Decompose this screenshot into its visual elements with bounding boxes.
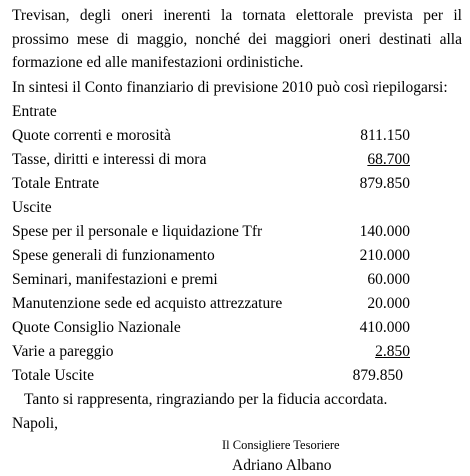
uscite-row-amount: 60.000 xyxy=(367,271,410,288)
uscite-total-amount: 879.850 xyxy=(352,367,403,384)
uscite-row-label: Spese per il personale e liquidazione Tfr xyxy=(12,223,263,240)
entrate-row-amount: 68.700 xyxy=(367,151,410,168)
signature-role: Il Consigliere Tesoriere xyxy=(222,438,340,452)
uscite-row-label: Spese generali di funzionamento xyxy=(12,247,215,264)
entrate-row-label: Quote correnti e morosità xyxy=(12,127,171,144)
intro-paragraph: Trevisan, degli oneri inerenti la tornata elettorale prevista per il prossimo mese di maggio, nonché dei maggiori oneri destinati alla formazione ed alle manifestazioni ordinistiche. xyxy=(12,7,462,71)
entrate-total-amount: 879.850 xyxy=(359,175,410,192)
uscite-heading: Uscite xyxy=(12,199,52,216)
uscite-total-label: Totale Uscite xyxy=(12,367,94,384)
uscite-row-label: Quote Consiglio Nazionale xyxy=(12,319,181,336)
place-line: Napoli, xyxy=(12,415,59,432)
uscite-row-amount: 2.850 xyxy=(375,343,410,360)
uscite-row-amount: 20.000 xyxy=(367,295,410,312)
entrate-row-label: Tasse, diritti e interessi di mora xyxy=(12,151,207,168)
entrate-total-label: Totale Entrate xyxy=(12,175,100,192)
entrate-heading: Entrate xyxy=(12,103,57,120)
uscite-row-amount: 140.000 xyxy=(359,223,410,240)
summary-sentence: In sintesi il Conto finanziario di previsione 2010 può così riepilogarsi: xyxy=(12,79,448,96)
signature-name: Adriano Albano xyxy=(232,457,332,474)
uscite-row-amount: 210.000 xyxy=(359,247,410,264)
uscite-row-label: Varie a pareggio xyxy=(12,343,114,360)
uscite-row-label: Seminari, manifestazioni e premi xyxy=(12,271,218,288)
uscite-row-label: Manutenzione sede ed acquisto attrezzature xyxy=(12,295,283,312)
entrate-row-amount: 811.150 xyxy=(360,127,410,144)
uscite-row-amount: 410.000 xyxy=(359,319,410,336)
closing-sentence: Tanto si rappresenta, ringraziando per la fiducia accordata. xyxy=(24,391,388,408)
